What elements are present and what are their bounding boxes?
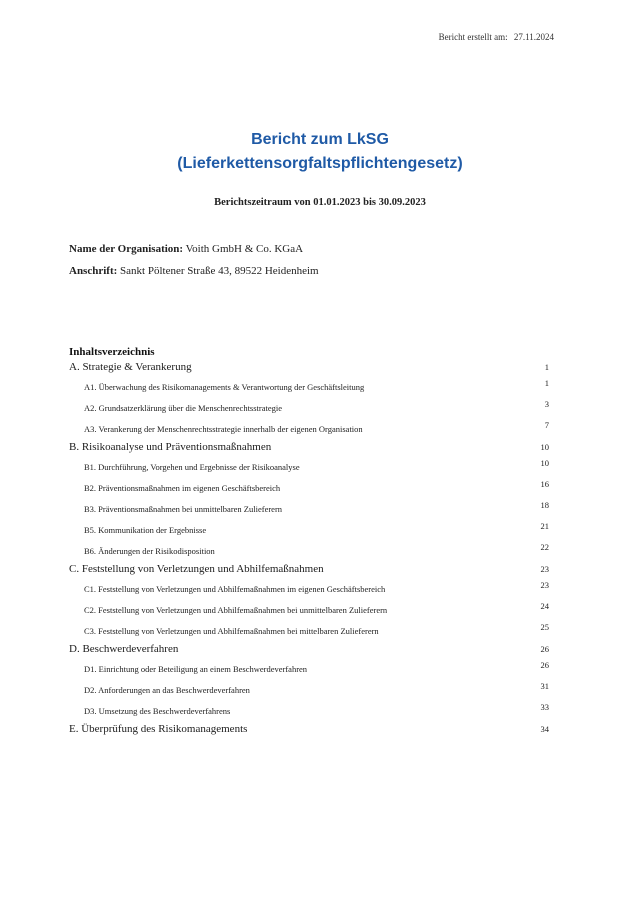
toc-subsection-entry[interactable] bbox=[69, 680, 549, 701]
toc-entry-page-number: 34 bbox=[540, 724, 549, 734]
toc-entry-page-number: 21 bbox=[540, 521, 549, 531]
report-date-value: 27.11.2024 bbox=[513, 32, 554, 42]
toc-section-entry[interactable] bbox=[69, 722, 549, 739]
toc-entry-label: D1. Einrichtung oder Beteiligung an einem Beschwerdeverfahren bbox=[84, 664, 308, 674]
reporting-period: Berichtszeitraum von 01.01.2023 bis 30.09.2023 bbox=[214, 197, 426, 208]
toc-subsection-entry[interactable] bbox=[69, 398, 549, 419]
toc-entry-label: B3. Präventionsmaßnahmen bei unmittelbaren Zulieferern bbox=[84, 504, 283, 514]
toc-entry-label: A. Strategie & Verankerung bbox=[69, 361, 192, 373]
toc-section-entry[interactable] bbox=[69, 642, 549, 659]
toc-entry-page-number: 10 bbox=[540, 458, 549, 468]
toc-subsection-entry[interactable] bbox=[69, 520, 549, 541]
table-of-contents bbox=[69, 360, 549, 739]
toc-entry-page-number: 24 bbox=[540, 601, 549, 611]
toc-entry-page-number: 23 bbox=[540, 580, 549, 590]
toc-subsection-entry[interactable] bbox=[69, 701, 549, 722]
organization-address bbox=[69, 265, 319, 277]
organization-address-label: Anschrift: bbox=[69, 265, 118, 277]
toc-entry-page-number: 7 bbox=[544, 420, 549, 430]
toc-entry-page-number: 3 bbox=[544, 399, 549, 409]
toc-entry-label: B. Risikoanalyse und Präventionsmaßnahmen bbox=[69, 441, 272, 453]
document-subtitle: (Lieferkettensorgfaltspflichtengesetz) bbox=[177, 155, 463, 172]
toc-section-entry[interactable] bbox=[69, 360, 549, 377]
toc-entry-label: B2. Präventionsmaßnahmen im eigenen Geschäftsbereich bbox=[84, 483, 281, 493]
toc-section-entry[interactable] bbox=[69, 440, 549, 457]
toc-entry-label: D. Beschwerdeverfahren bbox=[69, 643, 179, 655]
toc-entry-page-number: 16 bbox=[540, 479, 549, 489]
organization-name bbox=[69, 243, 303, 255]
toc-entry-label: A1. Überwachung des Risikomanagements & Verantwortung der Geschäftsleitung bbox=[84, 382, 365, 392]
toc-entry-label: B6. Änderungen der Risikodisposition bbox=[84, 546, 215, 556]
toc-entry-label: D2. Anforderungen an das Beschwerdeverfahren bbox=[84, 685, 250, 695]
toc-entry-page-number: 10 bbox=[540, 442, 549, 452]
toc-entry-label: B1. Durchführung, Vorgehen und Ergebnisse der Risikoanalyse bbox=[84, 462, 300, 472]
toc-entry-page-number: 18 bbox=[540, 500, 549, 510]
toc-entry-label: C1. Feststellung von Verletzungen und Abhilfemaßnahmen im eigenen Geschäftsbereich bbox=[84, 584, 386, 594]
toc-subsection-entry[interactable] bbox=[69, 478, 549, 499]
toc-subsection-entry[interactable] bbox=[69, 621, 549, 642]
toc-section-entry[interactable] bbox=[69, 562, 549, 579]
toc-subsection-entry[interactable] bbox=[69, 419, 549, 440]
toc-entry-page-number: 22 bbox=[540, 542, 549, 552]
document-title: Bericht zum LkSG bbox=[251, 131, 389, 148]
toc-subsection-entry[interactable] bbox=[69, 600, 549, 621]
toc-subsection-entry[interactable] bbox=[69, 499, 549, 520]
toc-heading: Inhaltsverzeichnis bbox=[69, 346, 155, 358]
toc-subsection-entry[interactable] bbox=[69, 377, 549, 398]
toc-entry-page-number: 26 bbox=[540, 644, 549, 654]
toc-entry-label: C3. Feststellung von Verletzungen und Abhilfemaßnahmen bei mittelbaren Zulieferern bbox=[84, 626, 379, 636]
toc-entry-label: A2. Grundsatzerklärung über die Menschenrechtsstrategie bbox=[84, 403, 283, 413]
toc-entry-page-number: 23 bbox=[540, 564, 549, 574]
toc-entry-page-number: 31 bbox=[540, 681, 549, 691]
toc-entry-label: C. Feststellung von Verletzungen und Abhilfemaßnahmen bbox=[69, 563, 324, 575]
toc-subsection-entry[interactable] bbox=[69, 457, 549, 478]
toc-subsection-entry[interactable] bbox=[69, 541, 549, 562]
toc-entry-page-number: 33 bbox=[540, 702, 549, 712]
toc-entry-label: B5. Kommunikation der Ergebnisse bbox=[84, 525, 207, 535]
toc-entry-label: C2. Feststellung von Verletzungen und Abhilfemaßnahmen bei unmittelbaren Zulieferern bbox=[84, 605, 388, 615]
organization-address-value: Sankt Pöltener Straße 43, 89522 Heidenheim bbox=[120, 265, 319, 277]
toc-entry-label: D3. Umsetzung des Beschwerdeverfahrens bbox=[84, 706, 231, 716]
report-date-label: Bericht erstellt am: bbox=[438, 32, 508, 42]
report-date bbox=[439, 32, 554, 42]
organization-name-label: Name der Organisation: bbox=[69, 243, 184, 255]
toc-subsection-entry[interactable] bbox=[69, 579, 549, 600]
toc-entry-page-number: 1 bbox=[544, 378, 549, 388]
toc-subsection-entry[interactable] bbox=[69, 659, 549, 680]
toc-entry-page-number: 26 bbox=[540, 660, 549, 670]
toc-entry-label: E. Überprüfung des Risikomanagements bbox=[69, 723, 248, 735]
toc-entry-page-number: 25 bbox=[540, 622, 549, 632]
toc-entry-page-number: 1 bbox=[544, 362, 549, 372]
toc-entry-label: A3. Verankerung der Menschenrechtsstrategie innerhalb der eigenen Organisation bbox=[84, 424, 363, 434]
organization-name-value: Voith GmbH & Co. KGaA bbox=[185, 243, 304, 255]
